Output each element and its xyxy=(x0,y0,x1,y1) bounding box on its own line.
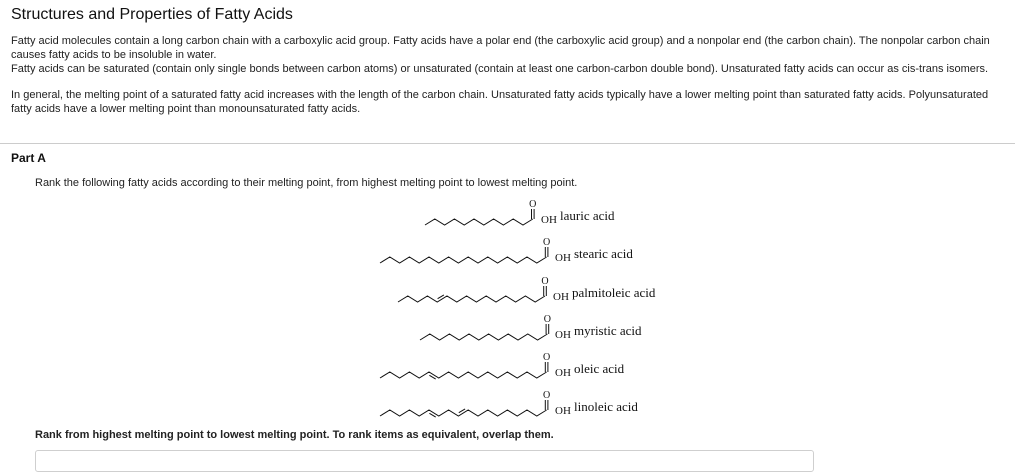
oxygen-label: O xyxy=(542,352,551,363)
part-title: Part A xyxy=(11,151,46,165)
item-name-palmitoleic-acid: palmitoleic acid xyxy=(572,285,656,300)
page-title: Structures and Properties of Fatty Acids xyxy=(11,6,293,23)
oxygen-label: O xyxy=(542,237,551,248)
intro-paragraph-2: Fatty acids can be saturated (contain only single bonds between carbon atoms) or unsaturated (contain at least one carbon-carbon double bond). Unsaturated fatty acids can occur as cis-trans isomers. xyxy=(11,63,989,75)
oxygen-label: O xyxy=(543,314,552,325)
carbon-chain xyxy=(420,334,547,340)
oxygen-label: O xyxy=(541,276,549,287)
carbon-chain xyxy=(380,410,547,416)
intro-paragraph-3: In general, the melting point of a saturated fatty acid increases with the length of the carbon chain. Unsaturated fatty acids typically have a lower melting point than saturated fatty acids. Polyunsaturated fatty acids have a lower melting point than monounsaturated fatty acids. xyxy=(11,89,989,115)
rank-instruction: Rank from highest melting point to lowest melting point. To rank items as equivalent, overlap them. xyxy=(35,429,554,441)
carbon-chain xyxy=(398,296,545,302)
intro-paragraph-1: Fatty acid molecules contain a long carbon chain with a carboxylic acid group. Fatty acids have a polar end (the carboxylic acid group) and a nonpolar end (the carbon chain). The nonpolar carbon chain causes fatty acids to be insoluble in water. xyxy=(11,35,990,61)
oxygen-label: O xyxy=(529,199,537,210)
hydroxyl-label: OH xyxy=(555,329,571,341)
oxygen-label: O xyxy=(542,390,551,401)
skeletal-structure-oleic-acid xyxy=(380,354,565,384)
item-name-lauric-acid: lauric acid xyxy=(560,208,615,223)
item-name-stearic-acid: stearic acid xyxy=(574,246,633,261)
item-name-linoleic-acid: linoleic acid xyxy=(574,399,638,414)
ranking-drop-zone[interactable] xyxy=(35,450,814,472)
skeletal-structure-stearic-acid xyxy=(380,239,565,269)
skeletal-structure-linoleic-acid xyxy=(380,392,565,422)
hydroxyl-label: OH xyxy=(555,367,571,379)
hydroxyl-label: OH xyxy=(555,405,571,417)
intro-text xyxy=(11,34,1006,116)
skeletal-structure-palmitoleic-acid xyxy=(398,278,565,308)
item-name-myristic-acid: myristic acid xyxy=(574,323,642,338)
carbon-chain xyxy=(380,372,547,378)
section-divider xyxy=(0,143,1015,144)
hydroxyl-label: OH xyxy=(541,214,557,226)
hydroxyl-label: OH xyxy=(555,252,571,264)
hydroxyl-label: OH xyxy=(553,291,569,303)
skeletal-structure-myristic-acid xyxy=(420,316,565,346)
carbon-chain xyxy=(380,257,547,263)
carbon-chain xyxy=(425,219,533,225)
part-instruction: Rank the following fatty acids according to their melting point, from highest melting point to lowest melting point. xyxy=(35,177,578,189)
item-name-oleic-acid: oleic acid xyxy=(574,361,625,376)
